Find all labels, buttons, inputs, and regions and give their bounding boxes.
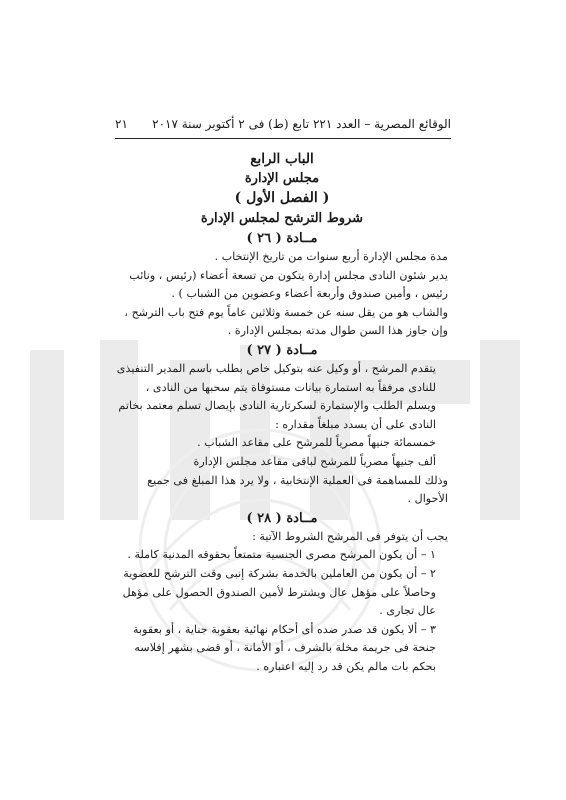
article-26-paragraph: مدة مجلس الإدارة أربع سنوات من تاريخ الإنتخاب . xyxy=(214,250,448,263)
conditions-heading: شروط الترشح لمجلس الإدارة xyxy=(200,211,364,226)
article-27-paragraph: يتقدم المرشح ، أو وكيل عنه بتوكيل خاص بطلب باسم المدير التنفيذى للنادى مرفقاً به استمارة بيانات مستوفاة يتم سحبها من النادى ، ويسلم الطلب والإستمارة لسكرتارية النادى بإيصال تسلم معتمد بخاتم النادى على أن يسدد مبلغاً مقداره : xyxy=(116,361,436,431)
document-body xyxy=(116,150,448,676)
page-number: ٢١ xyxy=(115,117,128,131)
article-27-paragraph: وذلك للمساهمة فى العملية الإنتخابية ، ولا يرد هذا المبلغ فى جميع الأحوال . xyxy=(147,473,448,506)
chapter-heading: الباب الرابع xyxy=(250,151,314,167)
board-heading: مجلس الإدارة xyxy=(244,171,320,186)
article-28-intro: يجب أن يتوفر فى المرشح الشروط الآتية : xyxy=(252,529,448,543)
article-28-condition: ٣ – ألا يكون قد صدر ضده أى أحكام نهائية بعقوبة جناية ، أو بعقوبة جنحة فى جريمة مخلة بالشرف ، أو الأمانة ، أو قضى بشهر إفلاسه بحكم بات مالم يكن قد رد إليه اعتباره . xyxy=(132,622,436,673)
article-27-paragraph: خمسمائة جنيهاً مصرياً للمرشح على مقاعد الشباب . xyxy=(197,436,436,450)
article-27-paragraph: ألف جنيهاً مصرياً للمرشح لباقى مقاعد مجلس الإدارة xyxy=(193,454,436,468)
article-27-title: مــادة ( ٢٧ ) xyxy=(246,342,318,358)
article-28-condition: ١ – أن يكون المرشح مصرى الجنسية متمتعاً بحقوقه المدنية كاملة . xyxy=(127,548,436,562)
page-header xyxy=(115,112,451,136)
article-26-paragraph: والشاب هو من يقل سنه عن خمسة وثلاثين عاماً يوم فتح باب الترشح ، وإن جاوز هذا السن طوال مدته بمجلس الإدارة . xyxy=(124,305,448,338)
article-28-condition: ٢ – أن يكون من العاملين بالخدمة بشركة إنبى وقت الترشح للعضوية وحاصلاً على مؤهل عال ويشترط لأمين الصندوق الحصول على مؤهل عال تجارى . xyxy=(122,566,436,618)
header-title: الوقائع المصرية – العدد ٢٢١ تابع (ط) فى ٢ أكتوبر سنة ٢٠١٧ xyxy=(152,117,451,131)
article-26-paragraph: يدير شئون النادى مجلس إدارة يتكون من تسعة أعضاء (رئيس ، ونائب رئيس ، وأمين صندوق وأربعة أعضاء وعضوين من الشباب ) . xyxy=(129,268,448,301)
article-26-title: مــادة ( ٢٦ ) xyxy=(246,231,318,246)
header-rule xyxy=(115,138,451,139)
article-28-title: مــادة ( ٢٨ ) xyxy=(246,510,318,526)
section-heading: ( الفصل الأول ) xyxy=(234,190,330,206)
